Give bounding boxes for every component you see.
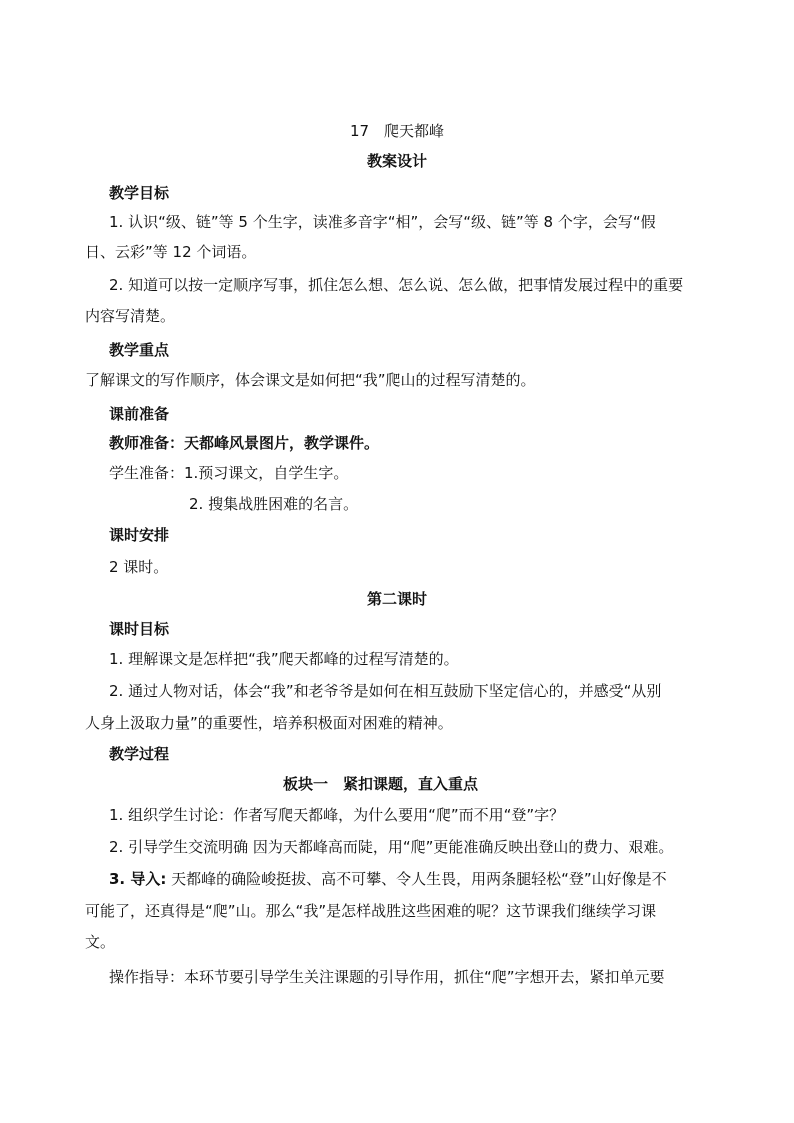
process-step-3-label: 3. 导入: xyxy=(109,870,167,888)
goal-1-line-1: 1. 认识“级、链”等 5 个生字，读准多音字“相”，会写“级、链”等 8 个字，会写“假 xyxy=(109,213,656,231)
process-step-3-line-1 xyxy=(109,869,667,889)
heading-key-points: 教学重点 xyxy=(109,341,170,359)
lesson-2-title: 第二课时 xyxy=(366,590,427,608)
process-step-3-line-2: 可能了，还真得是“爬”山。那么“我”是怎样战胜这些困难的呢？这节课我们继续学习课 xyxy=(85,902,657,920)
process-step-3-text: 天都峰的确险峻挺拔、高不可攀、令人生畏，用两条腿轻松“登”山好像是不 xyxy=(166,870,667,888)
operation-guidance: 操作指导：本环节要引导学生关注课题的引导作用，抓住“爬”字想开去，紧扣单元要 xyxy=(109,968,665,986)
goal-1-line-2: 日、云彩”等 12 个词语。 xyxy=(85,243,257,261)
lesson-title: 17 爬天都峰 xyxy=(349,122,445,140)
heading-teaching-goals: 教学目标 xyxy=(109,184,170,202)
lesson-goal-2-line-1: 2. 通过人物对话，体会“我”和老爷爷是如何在相互鼓励下坚定信心的，并感受“从别 xyxy=(109,682,662,700)
teacher-preparation xyxy=(109,433,379,453)
teacher-preparation-text: 教师准备：天都峰风景图片，教学课件。 xyxy=(109,434,380,452)
goal-2-line-2: 内容写清楚。 xyxy=(85,307,176,325)
block-1-title: 板块一 紧扣课题，直入重点 xyxy=(283,775,479,793)
schedule-text: 2 课时。 xyxy=(109,558,169,576)
student-preparation-2: 2. 搜集战胜困难的名言。 xyxy=(189,495,359,513)
process-step-2: 2. 引导学生交流明确 因为天都峰高而陡，用“爬”更能准确反映出登山的费力、艰难。 xyxy=(109,838,674,856)
process-step-3-line-3: 文。 xyxy=(85,933,116,951)
heading-schedule: 课时安排 xyxy=(109,526,170,544)
doc-subtitle: 教案设计 xyxy=(366,152,427,170)
heading-teaching-process: 教学过程 xyxy=(109,745,170,763)
lesson-goal-2-line-2: 人身上汲取力量”的重要性，培养积极面对困难的精神。 xyxy=(85,714,453,732)
process-step-1: 1. 组织学生讨论：作者写爬天都峰，为什么要用“爬”而不用“登”字？ xyxy=(109,806,565,824)
heading-lesson-goals: 课时目标 xyxy=(109,620,170,638)
key-point-text: 了解课文的写作顺序，体会课文是如何把“我”爬山的过程写清楚的。 xyxy=(85,371,536,389)
heading-preparation: 课前准备 xyxy=(109,405,170,423)
goal-2-line-1: 2. 知道可以按一定顺序写事，抓住怎么想、怎么说、怎么做，把事情发展过程中的重要 xyxy=(109,276,684,294)
student-preparation-1: 学生准备：1.预习课文，自学生字。 xyxy=(109,464,349,482)
lesson-goal-1: 1. 理解课文是怎样把“我”爬天都峰的过程写清楚的。 xyxy=(109,650,459,668)
